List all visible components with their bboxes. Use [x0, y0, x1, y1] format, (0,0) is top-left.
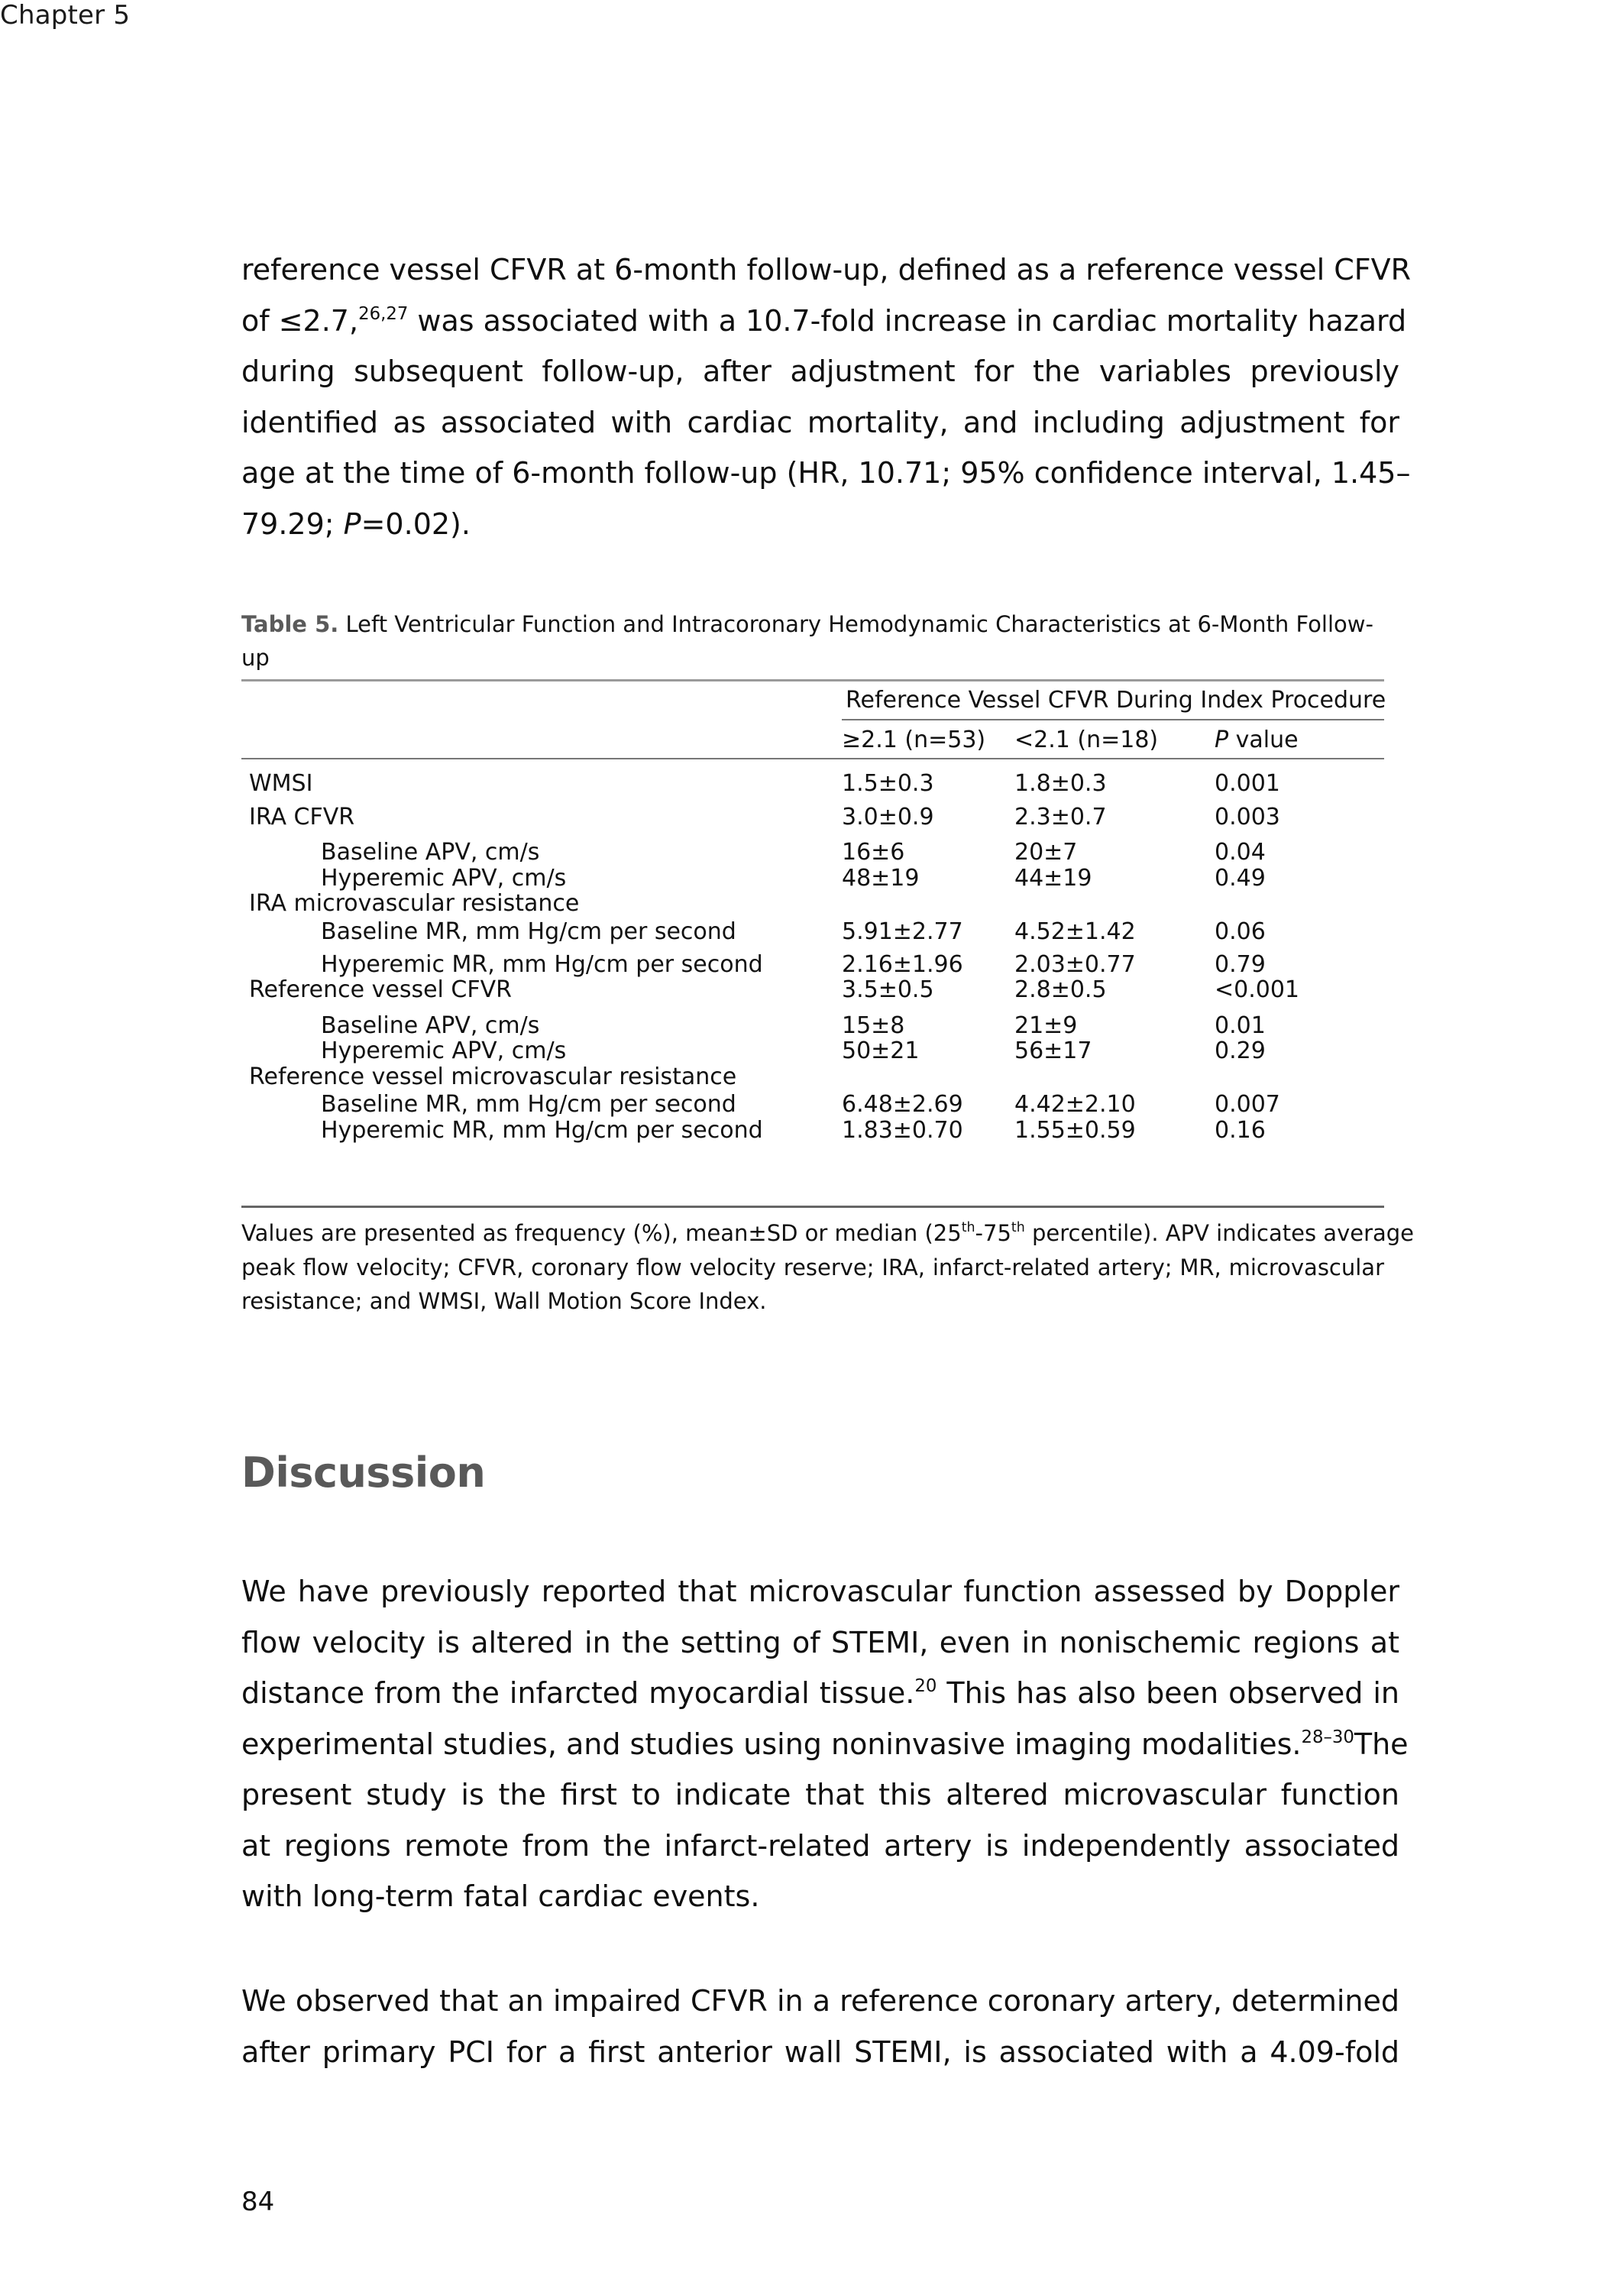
cell-p-value: 0.007: [1215, 1091, 1280, 1118]
row-label: Baseline MR, mm Hg/cm per second: [321, 918, 736, 945]
text-run: The: [1354, 1727, 1409, 1761]
text-run: resistance; and WMSI, Wall Motion Score Index.: [241, 1288, 767, 1314]
text-run: 79.29;: [241, 507, 344, 541]
running-head: Chapter 5: [0, 0, 131, 31]
text-line: [241, 296, 1407, 347]
cell-low-cfvr: 4.42±2.10: [1014, 1091, 1136, 1118]
text-run: reference vessel CFVR at 6-month follow-up, defined as a reference vessel CFVR: [241, 253, 1412, 286]
spanning-header-rule: [842, 719, 1384, 720]
text-run: at regions remote from the infarct-related artery is independently associated: [241, 1828, 1399, 1863]
cell-p-value: <0.001: [1215, 976, 1300, 1003]
citation-superscript: th: [1011, 1220, 1025, 1236]
cell-p-value: 0.49: [1215, 865, 1266, 892]
text-run: We observed that an impaired CFVR in a reference coronary artery, determined: [241, 1984, 1399, 2018]
cell-high-cfvr: 1.5±0.3: [842, 770, 934, 797]
table-caption-label: Table 5.: [241, 611, 339, 637]
cell-p-value: 0.16: [1215, 1117, 1266, 1144]
text-line: [241, 1566, 1399, 1617]
text-run: peak flow velocity; CFVR, coronary flow velocity reserve; IRA, infarct-related artery; MR, microvascular: [241, 1254, 1384, 1280]
text-line: [241, 448, 1411, 499]
cell-low-cfvr: 2.03±0.77: [1014, 951, 1136, 978]
text-run: with long-term fatal cardiac events.: [241, 1879, 760, 1913]
italic-run: P: [343, 507, 361, 541]
text-line: [241, 1668, 1399, 1719]
cell-low-cfvr: 2.3±0.7: [1014, 804, 1107, 830]
citation-superscript: 20: [914, 1676, 937, 1697]
text-run: =0.02).: [361, 507, 471, 541]
row-label: Hyperemic MR, mm Hg/cm per second: [321, 1117, 763, 1144]
cell-high-cfvr: 5.91±2.77: [842, 918, 963, 945]
cell-low-cfvr: 56±17: [1014, 1038, 1092, 1064]
header-bottom-rule: [241, 758, 1384, 759]
column-header-high-cfvr: ≥2.1 (n=53): [842, 727, 986, 753]
text-line: [241, 1976, 1399, 2027]
text-run: This has also been observed in: [937, 1676, 1399, 1710]
section-heading-discussion: Discussion: [241, 1449, 486, 1497]
cell-high-cfvr: 3.0±0.9: [842, 804, 934, 830]
table-footnote: [241, 1216, 1415, 1319]
cell-low-cfvr: 21±9: [1014, 1012, 1078, 1039]
row-label: Reference vessel CFVR: [249, 976, 512, 1003]
row-label: IRA microvascular resistance: [249, 890, 580, 917]
text-line: [241, 346, 1399, 397]
table-caption: [241, 607, 1384, 675]
column-header-low-cfvr: <2.1 (n=18): [1014, 727, 1159, 753]
text-run: present study is the first to indicate that this altered microvascular function: [241, 1778, 1399, 1811]
intro-paragraph: [241, 244, 1412, 549]
cell-low-cfvr: 1.55±0.59: [1014, 1117, 1136, 1144]
discussion-paragraph-2: [241, 1976, 1399, 2077]
cell-low-cfvr: 1.8±0.3: [1014, 770, 1107, 797]
cell-high-cfvr: 1.83±0.70: [842, 1117, 963, 1144]
row-label: Baseline MR, mm Hg/cm per second: [321, 1091, 736, 1118]
citation-superscript: th: [961, 1220, 975, 1236]
cell-low-cfvr: 20±7: [1014, 839, 1078, 866]
cell-p-value: 0.003: [1215, 804, 1280, 830]
text-run: flow velocity is altered in the setting of STEMI, even in nonischemic regions at: [241, 1625, 1399, 1659]
text-run: identified as associated with cardiac mortality, and including adjustment for: [241, 405, 1399, 439]
page-number: 84: [241, 2187, 275, 2217]
cell-p-value: 0.79: [1215, 951, 1266, 978]
text-run: age at the time of 6-month follow-up (HR, 10.71; 95% confidence interval, 1.45–: [241, 456, 1411, 490]
citation-superscript: 26,27: [358, 303, 409, 324]
cell-high-cfvr: 50±21: [842, 1038, 920, 1064]
text-run: Values are presented as frequency (%), mean±SD or median (25: [241, 1220, 962, 1246]
row-label: WMSI: [249, 770, 313, 797]
cell-high-cfvr: 6.48±2.69: [842, 1091, 963, 1118]
text-run: during subsequent follow-up, after adjustment for the variables previously: [241, 354, 1399, 388]
cell-p-value: 0.01: [1215, 1012, 1266, 1039]
table-top-rule: [241, 679, 1384, 681]
text-run: percentile). APV indicates average: [1024, 1220, 1415, 1246]
cell-p-value: 0.29: [1215, 1038, 1266, 1064]
text-line: [241, 1821, 1399, 1872]
text-line: [241, 1251, 1384, 1285]
spanning-header: Reference Vessel CFVR During Index Procedure: [846, 687, 1386, 714]
text-line: [241, 499, 1399, 550]
cell-low-cfvr: 2.8±0.5: [1014, 976, 1107, 1003]
table-bottom-rule: [241, 1206, 1384, 1208]
text-line: [241, 244, 1412, 296]
citation-superscript: 28–30: [1301, 1727, 1354, 1747]
text-run: experimental studies, and studies using noninvasive imaging modalities.: [241, 1727, 1302, 1761]
row-label: Hyperemic APV, cm/s: [321, 865, 567, 892]
cell-p-value: 0.06: [1215, 918, 1266, 945]
text-line: [241, 2027, 1399, 2078]
text-run: of ≤2.7,: [241, 303, 359, 338]
text-run: was associated with a 10.7-fold increase in cardiac mortality hazard: [408, 303, 1407, 338]
text-run: We have previously reported that microvascular function assessed by Doppler: [241, 1575, 1399, 1608]
text-run: -75: [975, 1220, 1011, 1246]
text-line: [241, 1719, 1409, 1770]
text-line: [241, 1284, 1384, 1319]
cell-high-cfvr: 48±19: [842, 865, 920, 892]
text-line: [241, 397, 1399, 448]
row-label: Hyperemic MR, mm Hg/cm per second: [321, 951, 763, 978]
cell-high-cfvr: 3.5±0.5: [842, 976, 934, 1003]
row-label: Hyperemic APV, cm/s: [321, 1038, 567, 1064]
table-caption-text: Left Ventricular Function and Intracoronary Hemodynamic Characteristics at 6-Month Follow-up: [241, 611, 1373, 671]
row-label: Baseline APV, cm/s: [321, 1012, 540, 1039]
cell-low-cfvr: 4.52±1.42: [1014, 918, 1136, 945]
row-label: Reference vessel microvascular resistance: [249, 1063, 737, 1090]
text-run: after primary PCI for a first anterior wall STEMI, is associated with a 4.09-fold: [241, 2035, 1399, 2069]
discussion-paragraph-1: [241, 1566, 1409, 1922]
text-line: [241, 1216, 1415, 1251]
cell-high-cfvr: 15±8: [842, 1012, 905, 1039]
row-label: Baseline APV, cm/s: [321, 839, 540, 866]
text-run: distance from the infarcted myocardial tissue.: [241, 1676, 915, 1710]
row-label: IRA CFVR: [249, 804, 355, 830]
cell-high-cfvr: 16±6: [842, 839, 905, 866]
text-line: [241, 1871, 1399, 1922]
cell-p-value: 0.04: [1215, 839, 1266, 866]
text-line: [241, 1769, 1399, 1821]
cell-high-cfvr: 2.16±1.96: [842, 951, 963, 978]
text-line: [241, 1617, 1399, 1669]
cell-low-cfvr: 44±19: [1014, 865, 1092, 892]
column-header-p-value: P value: [1215, 727, 1299, 753]
cell-p-value: 0.001: [1215, 770, 1280, 797]
